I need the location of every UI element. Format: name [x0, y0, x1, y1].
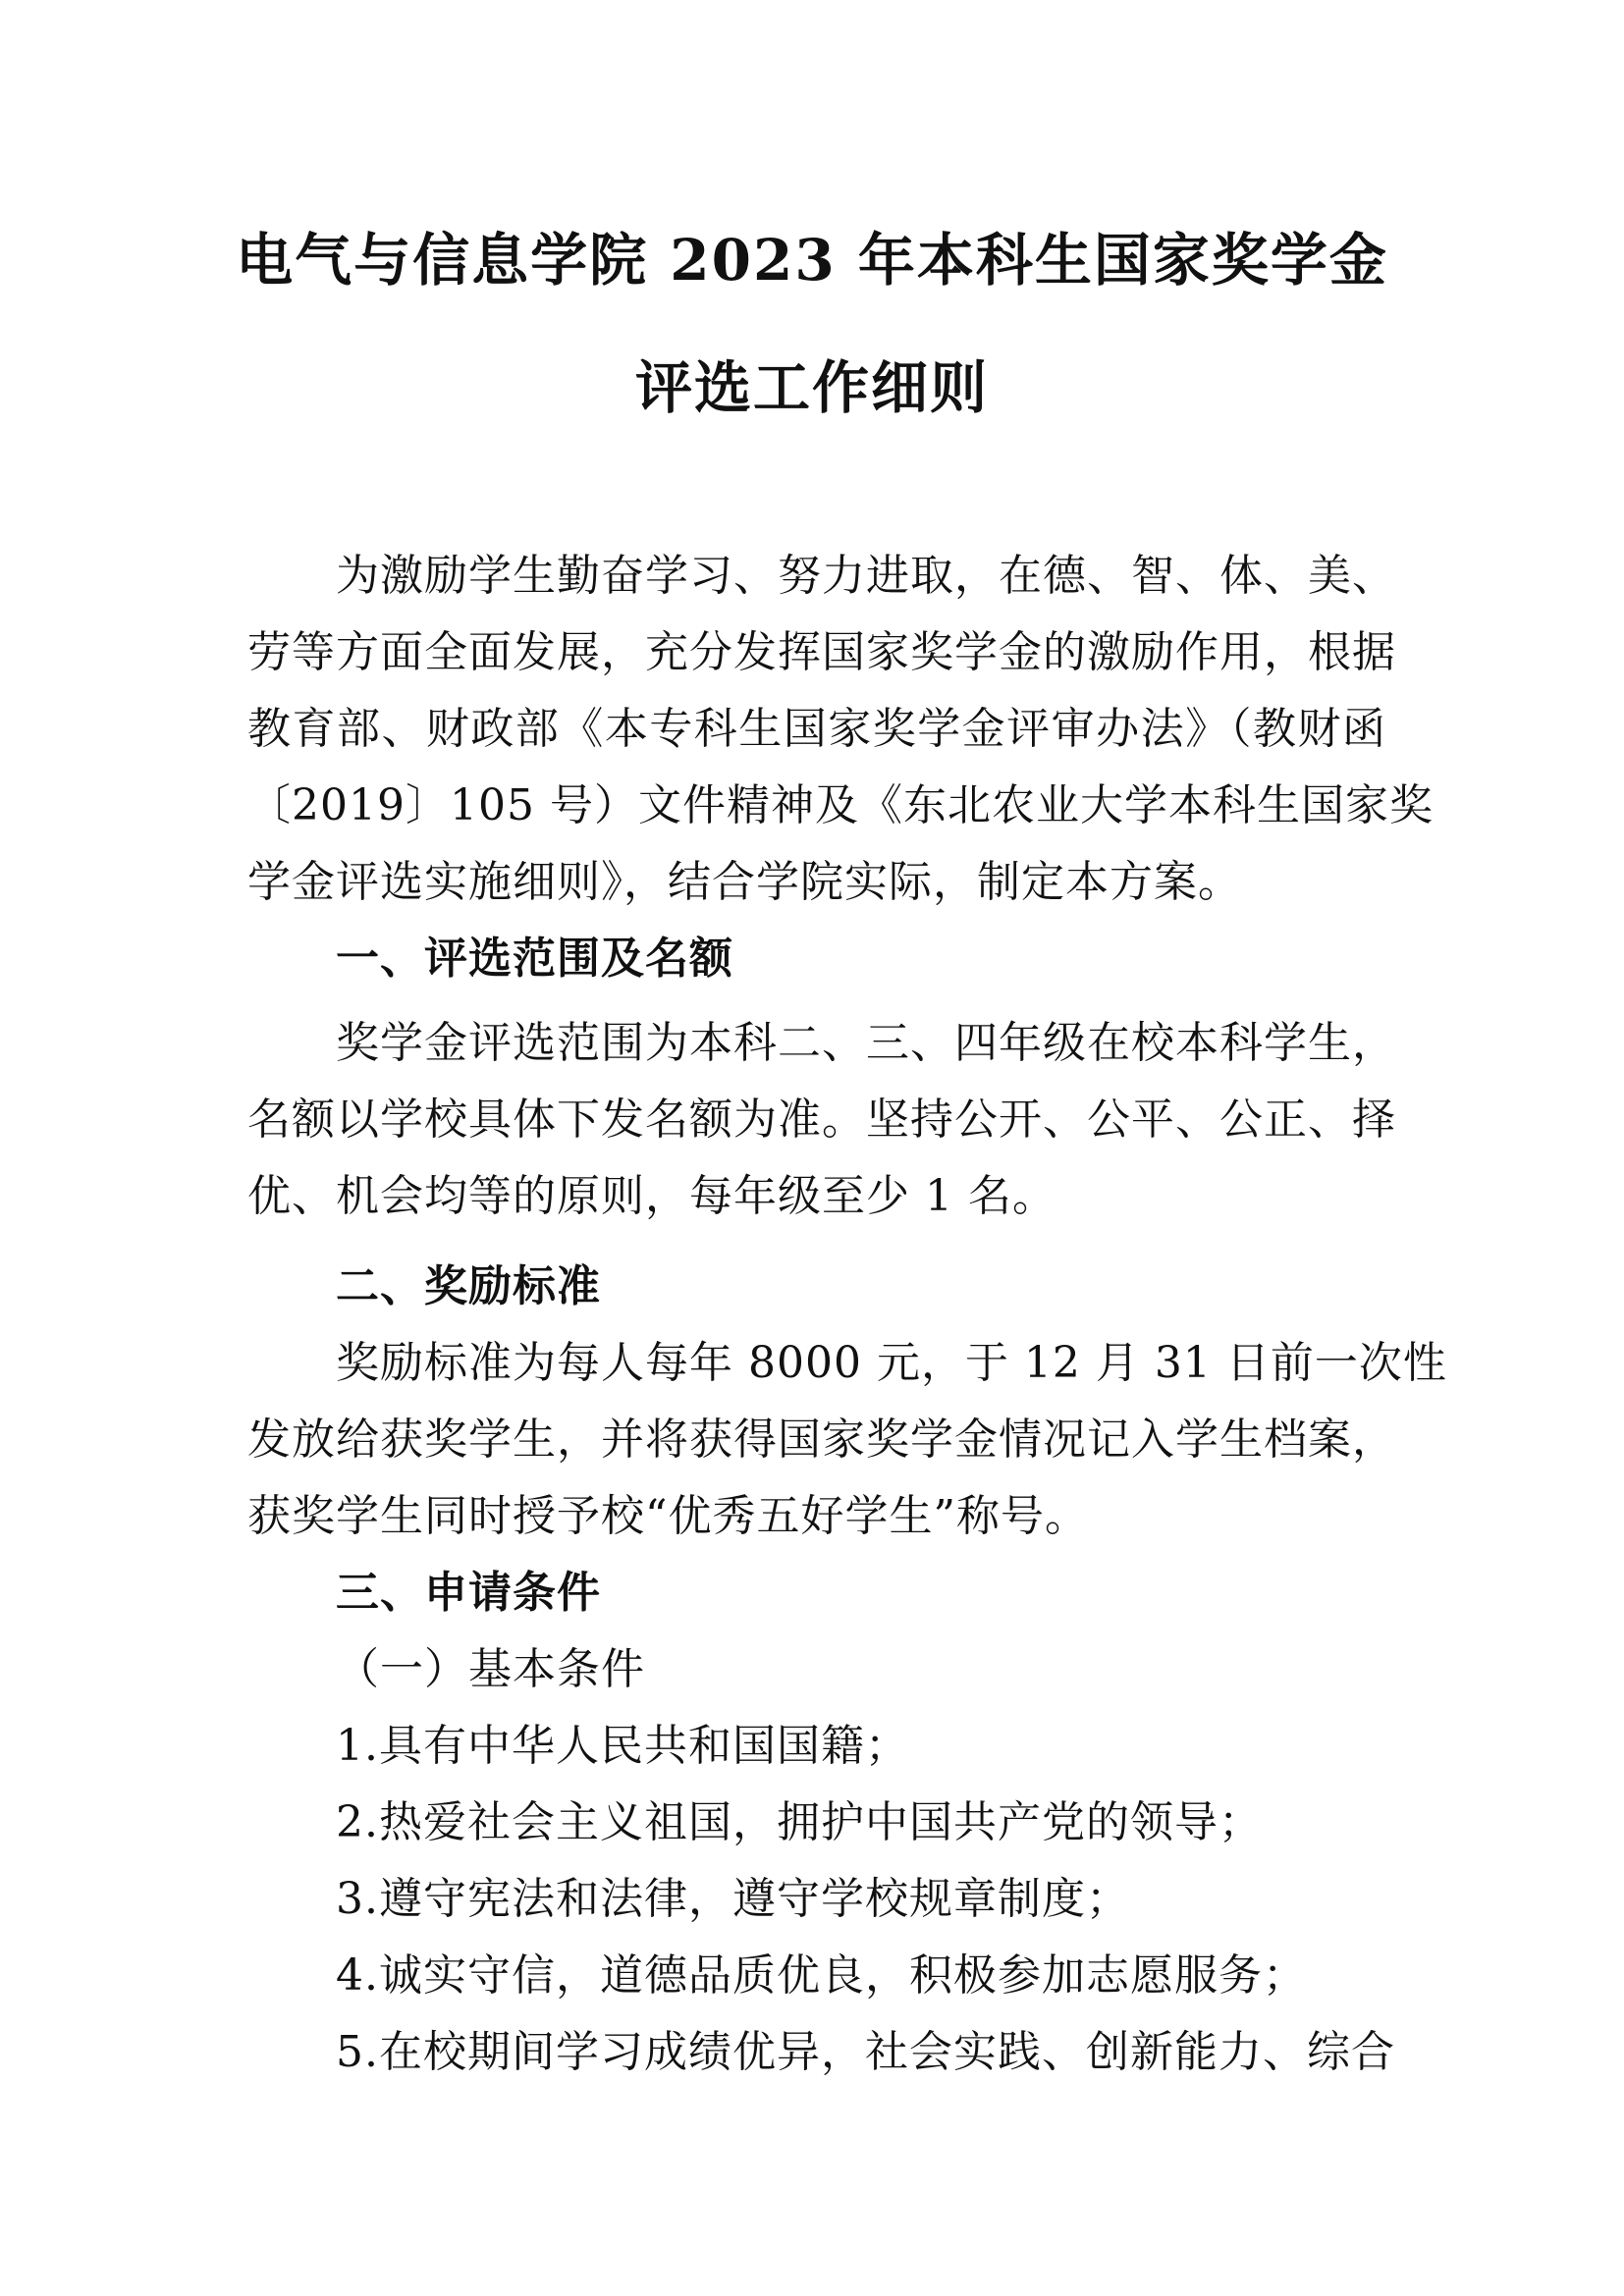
condition-item: 2.热爱社会主义祖国，拥护中国共产党的领导；: [336, 1797, 1263, 1847]
section-heading-conditions: 三、申请条件: [336, 1568, 601, 1618]
section-heading-standard: 二、奖励标准: [336, 1261, 601, 1311]
section2-line: 发放给获奖学生，并将获得国家奖学金情况记入学生档案，: [247, 1415, 1396, 1465]
intro-line: 教育部、财政部《本专科生国家奖学金评审办法》（教财函: [247, 704, 1386, 754]
condition-item: 5.在校期间学习成绩优异，社会实践、创新能力、综合: [336, 2027, 1395, 2077]
section-heading-scope: 一、评选范围及名额: [336, 934, 733, 984]
condition-item: 1.具有中华人民共和国国籍；: [336, 1721, 909, 1771]
intro-line: 〔2019〕105 号）文件精神及《东北农业大学本科生国家奖: [247, 780, 1434, 830]
document-title-line-1: 电气与信息学院 2023 年本科生国家奖学金: [236, 227, 1388, 294]
section2-line: 奖励标准为每人每年 8000 元，于 12 月 31 日前一次性: [336, 1338, 1447, 1388]
document-body: [247, 538, 1447, 2091]
section1-line: 奖学金评选范围为本科二、三、四年级在校本科学生，: [336, 1018, 1396, 1068]
condition-item: 4.诚实守信，道德品质优良，积极参加志愿服务；: [336, 1950, 1307, 2001]
intro-line: 学金评选实施细则》，结合学院实际，制定本方案。: [247, 857, 1242, 907]
section1-line: 名额以学校具体下发名额为准。坚持公开、公平、公正、择: [247, 1095, 1396, 1145]
section1-line: 优、机会均等的原则，每年级至少 1 名。: [247, 1171, 1056, 1221]
document-title-line-2: 评选工作细则: [634, 354, 989, 421]
subsection-heading-basic: （一）基本条件: [336, 1644, 645, 1694]
intro-line: 劳等方面全面发展，充分发挥国家奖学金的激励作用，根据: [247, 627, 1396, 677]
intro-line: 为激励学生勤奋学习、努力进取，在德、智、体、美、: [336, 551, 1396, 601]
condition-item: 3.遵守宪法和法律，遵守学校规章制度；: [336, 1874, 1130, 1924]
section2-line: 获奖学生同时授予校“优秀五好学生”称号。: [247, 1491, 1089, 1541]
